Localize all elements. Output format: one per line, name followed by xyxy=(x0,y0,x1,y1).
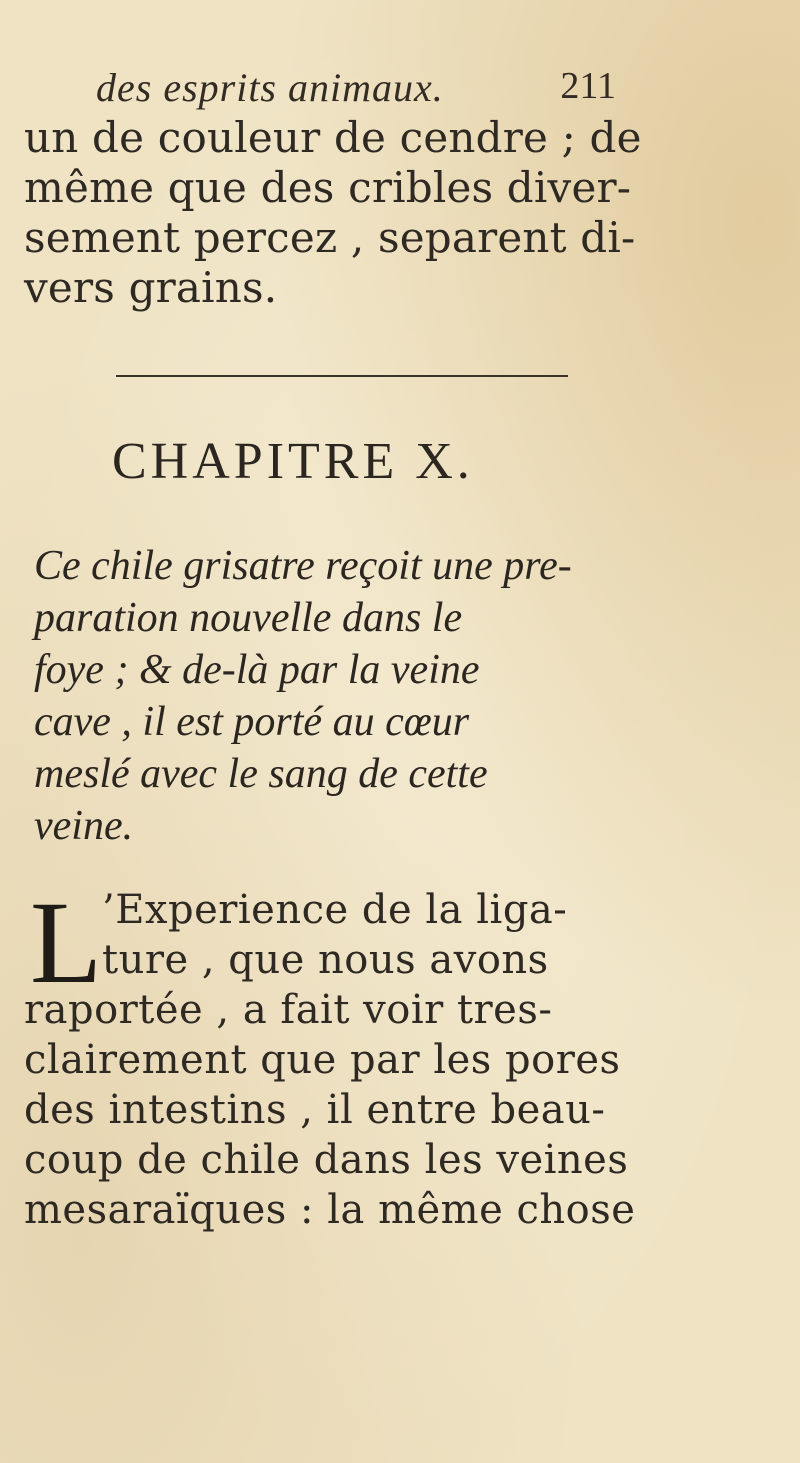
summary-line: cave , il est porté au cœur xyxy=(34,699,470,745)
summary-line: Ce chile grisatre reçoit une pre- xyxy=(34,543,572,589)
body-line: ture , que nous avons xyxy=(102,937,549,983)
chapter-summary xyxy=(34,540,634,852)
summary-line: foye ; & de-là par la veine xyxy=(34,647,480,693)
body-line: raportée , a fait voir tres- xyxy=(24,987,553,1033)
body-line: ’Experience de la liga- xyxy=(102,887,568,933)
running-head xyxy=(96,64,616,114)
summary-line: paration nouvelle dans le xyxy=(34,595,463,641)
body-line: mesaraïques : la même chose xyxy=(24,1187,636,1233)
summary-line: meslé avec le sang de cette xyxy=(34,751,488,797)
page-number: 211 xyxy=(560,65,616,107)
running-title: des esprits animaux. xyxy=(96,65,444,110)
drop-cap: L xyxy=(30,877,103,1008)
text-line: même que des cribles diver- xyxy=(24,163,632,212)
text-line: un de couleur de cendre ; de xyxy=(24,113,642,162)
body-line: coup de chile dans les veines xyxy=(24,1137,629,1183)
opening-paragraph xyxy=(24,113,642,313)
chapter-heading: CHAPITRE X. xyxy=(112,433,474,490)
text-line: sement percez , separent di- xyxy=(24,213,636,262)
text-line: vers grains. xyxy=(24,263,278,312)
body-line: clairement que par les pores xyxy=(24,1037,621,1083)
body-line: des intestins , il entre beau- xyxy=(24,1087,606,1133)
body-paragraph xyxy=(24,877,644,1305)
section-divider xyxy=(116,375,568,377)
summary-line: veine. xyxy=(34,803,134,849)
